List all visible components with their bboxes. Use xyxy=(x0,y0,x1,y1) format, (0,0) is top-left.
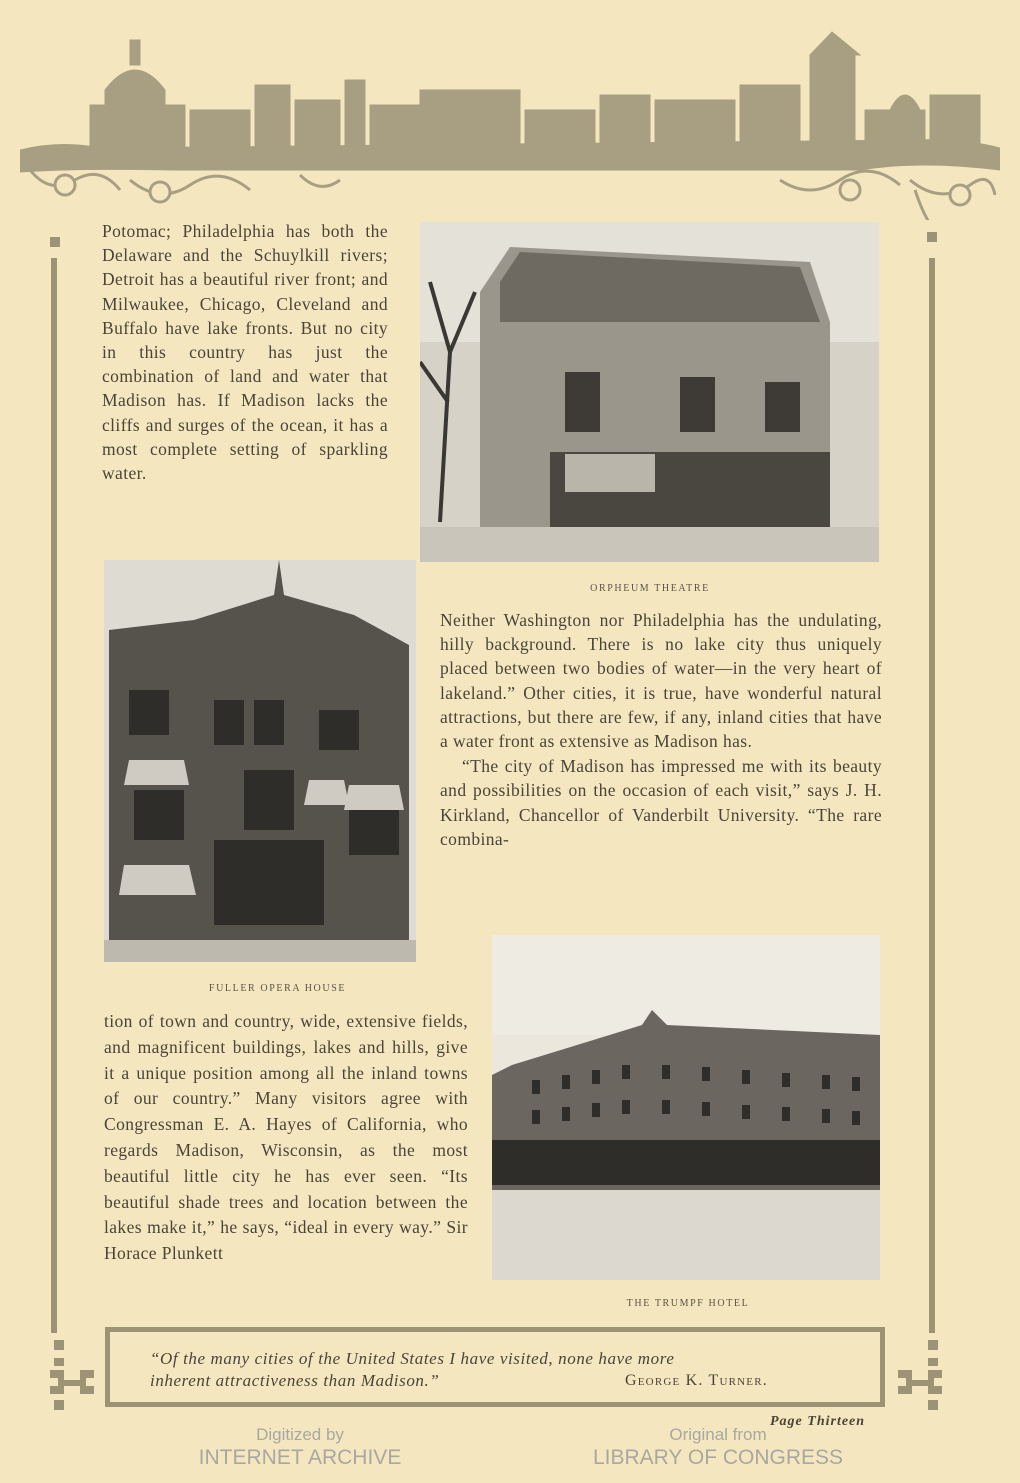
watermark-library-of-congress: LIBRARY OF CONGRESS xyxy=(592,1446,844,1469)
right-corner-ornament xyxy=(898,1340,943,1410)
left-corner-ornament xyxy=(50,1340,95,1410)
paragraph: “The city of Madison has impressed me with its beauty and possibilities on the occasion of each visit,” says J. H. Kirkland, Chancellor of Vanderbilt University. “The rare combina- xyxy=(440,756,882,849)
trumpf-hotel-photo xyxy=(492,935,880,1280)
quote-author: George K. Turner. xyxy=(625,1372,768,1389)
watermark-digitized-by: Digitized by xyxy=(256,1425,344,1444)
quote-box xyxy=(105,1327,885,1407)
orpheum-theatre-photo xyxy=(420,222,879,562)
right-border-rule xyxy=(929,258,935,1333)
caption-trumpf-hotel: THE TRUMPF HOTEL xyxy=(626,1298,750,1309)
left-border-rule xyxy=(51,258,57,1333)
caption-fuller-opera-house: FULLER OPERA HOUSE xyxy=(208,983,347,994)
skyline-header-illustration xyxy=(20,20,1000,220)
left-border-square xyxy=(50,237,60,247)
text-block-middle-right xyxy=(440,608,882,851)
text-block-bottom-left xyxy=(104,1009,468,1267)
fuller-opera-house-photo xyxy=(104,560,416,962)
right-border-square xyxy=(927,232,937,242)
paragraph: Potomac; Philadelphia has both the Delaware and the Schuylkill rivers; Detroit has a beautiful river front; and Milwaukee, Chicago, Cleveland and Buffalo have lake fronts. But no city in this country has just the combination of land and water that Madison has. If Madison lacks the cliffs and surges of the ocean, it has a most complete setting of sparkling water. xyxy=(102,221,388,484)
text-block-top-left xyxy=(102,219,388,485)
quote-line-2: inherent attractiveness than Madison.” xyxy=(150,1371,440,1390)
watermark-internet-archive: INTERNET ARCHIVE xyxy=(198,1446,402,1469)
caption-orpheum-theatre: ORPHEUM THEATRE xyxy=(590,583,710,594)
paragraph: Neither Washington nor Philadelphia has the undulating, hilly background. There is no lake city thus uniquely placed between two bodies of water—in the very heart of lakeland.” Other cities, it is true, have wonderful natural attractions, but there are few, if any, inland cities that have a water front as extensive as Madison has. xyxy=(440,610,882,752)
page-number: Page Thirteen xyxy=(770,1414,866,1429)
watermark-original-from: Original from xyxy=(669,1425,767,1444)
quote-line-1: “Of the many cities of the United States I have visited, none have more xyxy=(150,1349,675,1368)
paragraph: tion of town and country, wide, extensive fields, and magnificent buildings, lakes and hills, give it a unique position among all the inland towns of our country.” Many visitors agree with Congressman E. A. Hayes of California, who regards Madison, Wisconsin, as the most beautiful little city he has ever seen. “Its beautiful shade trees and location between the lakes make it,” he says, “ideal in every way.” Sir Horace Plunkett xyxy=(104,1011,468,1264)
